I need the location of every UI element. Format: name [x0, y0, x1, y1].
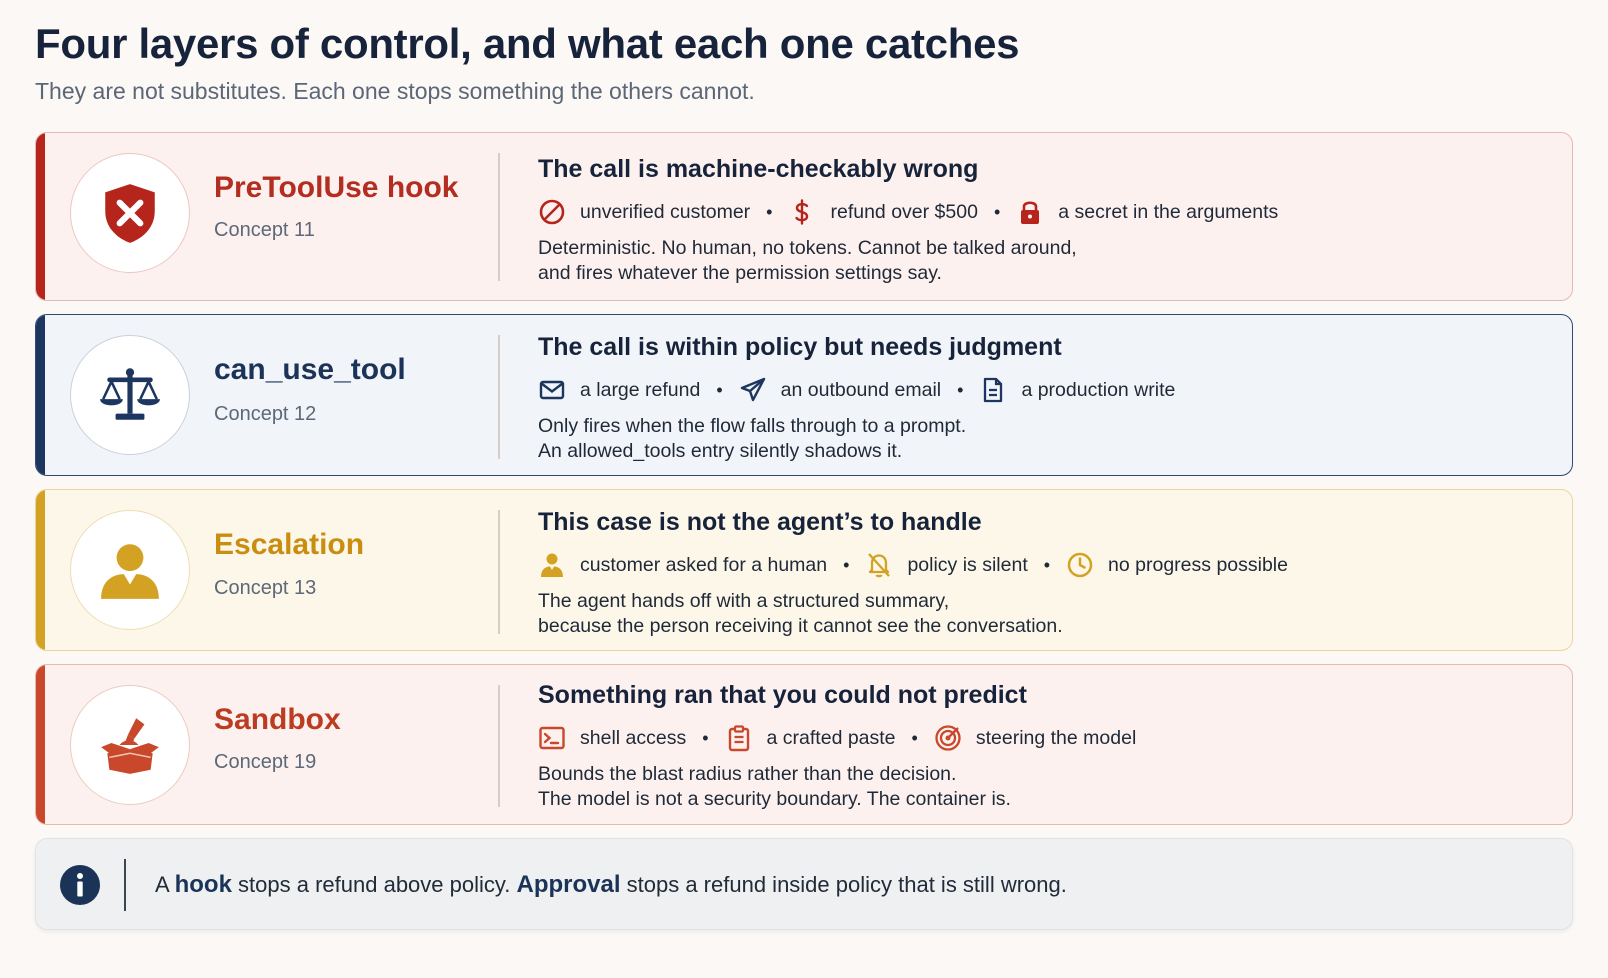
chip-label: unverified customer: [580, 200, 751, 223]
example-chips: [538, 198, 1552, 226]
layer-description: [538, 236, 1552, 286]
layer-badge: [70, 335, 190, 455]
example-chips: [538, 376, 1552, 404]
sandbox-icon: [97, 712, 163, 778]
concept-label: Concept 13: [214, 577, 317, 599]
layer-description: [538, 414, 1552, 464]
scales-icon: [97, 362, 163, 428]
person-icon: [538, 551, 566, 579]
chip: [725, 724, 896, 752]
clock-icon: [1066, 551, 1094, 579]
layer-badge: [70, 153, 190, 273]
callout-text: [155, 871, 1067, 899]
chip-label: no progress possible: [1108, 553, 1288, 576]
divider: [498, 335, 500, 459]
envelope-icon: [538, 376, 566, 404]
chip: [739, 376, 941, 404]
chip: [865, 551, 1027, 579]
separator-dot: •: [957, 379, 964, 400]
lock-icon: [1016, 198, 1044, 226]
callout-middle: stops a refund above policy.: [238, 872, 511, 897]
person-icon: [97, 537, 163, 603]
chip: [538, 198, 750, 226]
chip-label: customer asked for a human: [580, 553, 828, 576]
separator-dot: •: [702, 727, 709, 748]
layer-name: Escalation: [214, 528, 365, 561]
separator-dot: •: [911, 727, 918, 748]
layer-details: [538, 155, 1552, 286]
chip-label: refund over $500: [830, 200, 978, 223]
terminal-icon: [538, 724, 566, 752]
description-line: Deterministic. No human, no tokens. Cannot be talked around,: [538, 237, 1077, 259]
concept-label: Concept 12: [214, 403, 317, 425]
separator-dot: •: [843, 554, 850, 575]
separator-dot: •: [716, 379, 723, 400]
description-line: The agent hands off with a structured summary,: [538, 590, 950, 612]
shield-x-icon: [97, 180, 163, 246]
example-chips: [538, 551, 1552, 579]
description-line: An allowed_tools entry silently shadows it.: [538, 440, 903, 462]
divider: [498, 685, 500, 807]
layer-description: [538, 589, 1552, 639]
chip-label: an outbound email: [780, 378, 942, 401]
chip: [934, 724, 1136, 752]
page-title: Four layers of control, and what each one catches: [35, 20, 1020, 67]
accent-stripe: [36, 490, 45, 650]
layer-card-escalation: [35, 489, 1573, 651]
separator-dot: •: [1043, 554, 1051, 575]
prohibited-icon: [538, 198, 566, 226]
info-icon: [59, 864, 101, 906]
callout-hook-word: hook: [174, 871, 232, 898]
layer-badge: [70, 510, 190, 630]
separator-dot: •: [766, 201, 773, 222]
chip: [538, 551, 827, 579]
clipboard-icon: [725, 724, 753, 752]
chip-label: policy is silent: [907, 553, 1028, 576]
chip-label: a crafted paste: [766, 726, 896, 749]
description-line: and fires whatever the permission settings say.: [538, 262, 942, 284]
callout-approval-word: Approval: [516, 871, 621, 898]
callout-suffix: stops a refund inside policy that is still wrong.: [626, 872, 1067, 897]
accent-stripe: [36, 315, 45, 475]
bell-off-icon: [865, 551, 893, 579]
layer-details: [538, 333, 1552, 464]
separator-dot: •: [993, 201, 1001, 222]
description-line: The model is not a security boundary. The container is.: [538, 788, 1011, 810]
layer-heading: The call is within policy but needs judgment: [538, 333, 1062, 361]
document-icon: [979, 376, 1007, 404]
description-line: Bounds the blast radius rather than the decision.: [538, 763, 957, 785]
page-subtitle: They are not substitutes. Each one stops something the others cannot.: [35, 78, 755, 104]
layer-heading: This case is not the agent’s to handle: [538, 508, 982, 536]
layer-heading: Something ran that you could not predict: [538, 681, 1027, 709]
paper-plane-icon: [739, 376, 767, 404]
chip: [788, 198, 977, 226]
chip-label: a secret in the arguments: [1058, 200, 1279, 223]
layer-card-sandbox: [35, 664, 1573, 825]
accent-stripe: [36, 665, 45, 824]
layer-name: can_use_tool: [214, 353, 406, 386]
chip-label: a production write: [1021, 378, 1176, 401]
chip: [538, 376, 700, 404]
description-line: because the person receiving it cannot see the conversation.: [538, 615, 1063, 637]
layer-name: PreToolUse hook: [214, 171, 459, 204]
layer-details: [538, 508, 1552, 639]
chip-label: a large refund: [580, 378, 701, 401]
layer-card-can-use-tool: [35, 314, 1573, 476]
accent-stripe: [36, 133, 45, 300]
layer-badge: [70, 685, 190, 805]
layer-name: Sandbox: [214, 703, 341, 736]
divider: [124, 859, 126, 911]
target-icon: [934, 724, 962, 752]
chip: [1016, 198, 1278, 226]
divider: [498, 153, 500, 281]
dollar-icon: [788, 198, 816, 226]
layer-details: [538, 681, 1552, 812]
layer-card-pretooluse-hook: [35, 132, 1573, 301]
layer-description: [538, 762, 1552, 812]
concept-label: Concept 19: [214, 751, 317, 773]
concept-label: Concept 11: [214, 219, 315, 241]
callout-prefix: A: [155, 872, 169, 897]
info-callout: [35, 838, 1573, 930]
divider: [498, 510, 500, 634]
description-line: Only fires when the flow falls through to a prompt.: [538, 415, 967, 437]
chip: [538, 724, 686, 752]
chip: [1066, 551, 1288, 579]
chip-label: steering the model: [975, 726, 1137, 749]
layer-heading: The call is machine-checkably wrong: [538, 155, 979, 183]
chip-label: shell access: [580, 726, 687, 749]
example-chips: [538, 724, 1552, 752]
chip: [979, 376, 1175, 404]
